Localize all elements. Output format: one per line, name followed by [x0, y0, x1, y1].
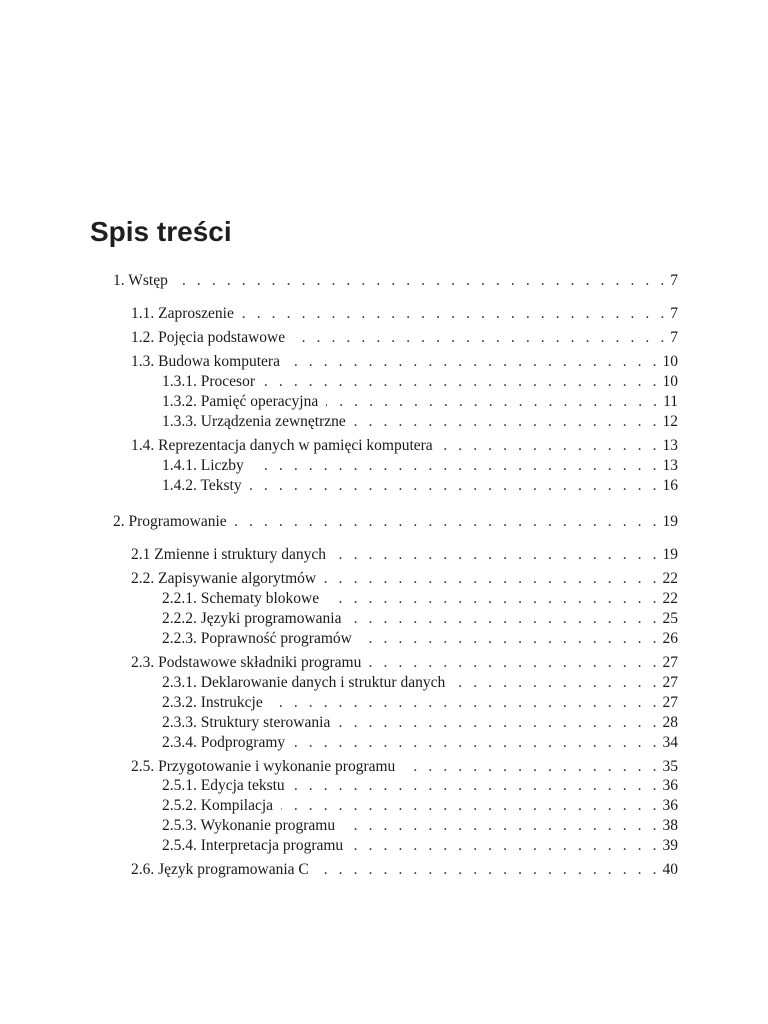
toc-entry-title: 1.3.3. Urządzenia zewnętrzne	[162, 413, 346, 430]
toc-entry	[113, 271, 678, 291]
toc-entry-page-number: 10	[662, 353, 678, 370]
toc-dot-leader	[293, 776, 657, 796]
toc-entry-page-number: 22	[662, 590, 678, 607]
toc-entry-title: 2.3.1. Deklarowanie danych i struktur danych	[162, 674, 446, 691]
toc-entry-title: 2.2.3. Poprawność programów	[162, 630, 352, 647]
toc-entry-title: 2.2.2. Języki programowania	[162, 610, 342, 627]
toc-entry-title: 2. Programowanie	[113, 513, 227, 530]
toc-entry-title: 2.2.1. Schematy blokowe	[162, 590, 320, 607]
toc-entry-title: 1.3.1. Procesor	[162, 373, 255, 390]
toc-entry-page-number: 19	[662, 513, 678, 530]
toc-entry	[162, 673, 678, 693]
toc-entry-page-number: 27	[662, 654, 678, 671]
toc-entry-title: 2.2. Zapisywanie algorytmów	[131, 570, 317, 587]
toc-entry-page-number: 35	[662, 758, 678, 775]
toc-entry	[162, 816, 678, 836]
toc-entry-page-number: 7	[670, 329, 678, 346]
toc-entry-title: 2.1 Zmienne i struktury danych	[131, 546, 326, 563]
toc-entry-page-number: 22	[662, 570, 678, 587]
toc-entry-title: 2.5.4. Interpretacja programu	[162, 837, 344, 854]
toc-dot-leader	[317, 860, 657, 880]
toc-entry-title: 1.4.2. Teksty	[162, 477, 242, 494]
toc-entry-page-number: 39	[662, 837, 678, 854]
toc-entry-page-number: 27	[662, 694, 678, 711]
toc-entry-title: 2.3.2. Instrukcje	[162, 694, 263, 711]
toc-entry-title: 2.5. Przygotowanie i wykonanie programu	[131, 758, 396, 775]
toc-entry	[113, 512, 678, 532]
toc-dot-leader	[293, 328, 664, 348]
toc-dot-leader	[252, 456, 657, 476]
toc-entry-title: 1.3. Budowa komputera	[131, 353, 280, 370]
toc-dot-leader	[263, 372, 657, 392]
toc-entry	[162, 392, 678, 412]
toc-entry	[162, 589, 678, 609]
toc-dot-leader	[350, 609, 657, 629]
toc-dot-leader	[334, 545, 657, 565]
toc-entry	[162, 776, 678, 796]
toc-entry	[162, 476, 678, 496]
toc-entry	[131, 304, 678, 324]
toc-entry	[162, 836, 678, 856]
toc-entry	[131, 545, 678, 565]
toc-dot-leader	[281, 796, 656, 816]
toc-entry-title: 2.5.1. Edycja tekstu	[162, 777, 285, 794]
toc-entry-page-number: 27	[662, 674, 678, 691]
toc-entry-title: 1. Wstęp	[113, 272, 168, 289]
toc-entry-page-number: 10	[662, 373, 678, 390]
toc-dot-leader	[441, 436, 657, 456]
page-title: Spis treści	[90, 216, 232, 247]
toc-dot-leader	[271, 693, 657, 713]
toc-entry-page-number: 36	[662, 797, 678, 814]
toc-dot-leader	[327, 589, 656, 609]
toc-entry	[162, 796, 678, 816]
toc-dot-leader	[324, 569, 656, 589]
toc-dot-leader	[288, 352, 657, 372]
toc-entry	[131, 352, 678, 372]
toc-dot-leader	[235, 512, 657, 532]
toc-entry-page-number: 28	[662, 714, 678, 731]
toc-entry-page-number: 36	[662, 777, 678, 794]
toc-entry-page-number: 26	[662, 630, 678, 647]
toc-entry	[131, 328, 678, 348]
toc-entry-page-number: 7	[670, 272, 678, 289]
toc-entry-title: 1.4.1. Liczby	[162, 457, 244, 474]
toc-entry-title: 1.2. Pojęcia podstawowe	[131, 329, 286, 346]
toc-dot-leader	[338, 713, 656, 733]
toc-entry-page-number: 25	[662, 610, 678, 627]
toc-entry	[162, 609, 678, 629]
toc-dot-leader	[369, 653, 656, 673]
toc-dot-leader	[360, 629, 657, 649]
toc-entry	[162, 693, 678, 713]
toc-entry-page-number: 13	[662, 437, 678, 454]
toc-entry	[162, 456, 678, 476]
toc-dot-leader	[343, 816, 656, 836]
toc-entry-page-number: 12	[662, 413, 678, 430]
toc-entry	[162, 372, 678, 392]
toc-entry-title: 1.4. Reprezentacja danych w pamięci komputera	[131, 437, 433, 454]
toc-dot-leader	[250, 476, 657, 496]
toc-dot-leader	[351, 836, 656, 856]
toc-entry-title: 2.5.3. Wykonanie programu	[162, 817, 336, 834]
toc-entry-page-number: 38	[662, 817, 678, 834]
toc-dot-leader	[326, 392, 657, 412]
toc-entry-page-number: 19	[662, 546, 678, 563]
toc-entry	[131, 569, 678, 589]
toc-dot-leader	[453, 673, 656, 693]
toc-entry	[162, 713, 678, 733]
toc-entry-page-number: 16	[662, 477, 678, 494]
toc-dot-leader	[293, 733, 656, 753]
toc-dot-leader	[354, 412, 657, 432]
toc-entry	[131, 436, 678, 456]
toc-entry-title: 2.3. Podstawowe składniki programu	[131, 654, 362, 671]
toc-entry	[131, 653, 678, 673]
toc-entry-page-number: 34	[662, 734, 678, 751]
toc-entry-title: 2.3.3. Struktury sterowania	[162, 714, 331, 731]
toc-entry	[131, 757, 678, 777]
toc-entry	[162, 629, 678, 649]
toc-entry-title: 2.6. Język programowania C	[131, 861, 309, 878]
toc-entry-title: 2.5.2. Kompilacja	[162, 797, 274, 814]
toc-entry-title: 1.3.2. Pamięć operacyjna	[162, 393, 319, 410]
toc-dot-leader	[176, 271, 664, 291]
toc-entry	[131, 860, 678, 880]
toc-dot-leader	[242, 304, 664, 324]
toc-entry-page-number: 40	[662, 861, 678, 878]
toc-entry-page-number: 13	[662, 457, 678, 474]
toc-entry-page-number: 7	[670, 305, 678, 322]
toc-entry	[162, 412, 678, 432]
toc-entry-page-number: 11	[663, 393, 678, 410]
toc-entry-title: 2.3.4. Podprogramy	[162, 734, 286, 751]
toc-dot-leader	[403, 757, 656, 777]
toc-entry	[162, 733, 678, 753]
toc-entry-title: 1.1. Zaproszenie	[131, 305, 234, 322]
